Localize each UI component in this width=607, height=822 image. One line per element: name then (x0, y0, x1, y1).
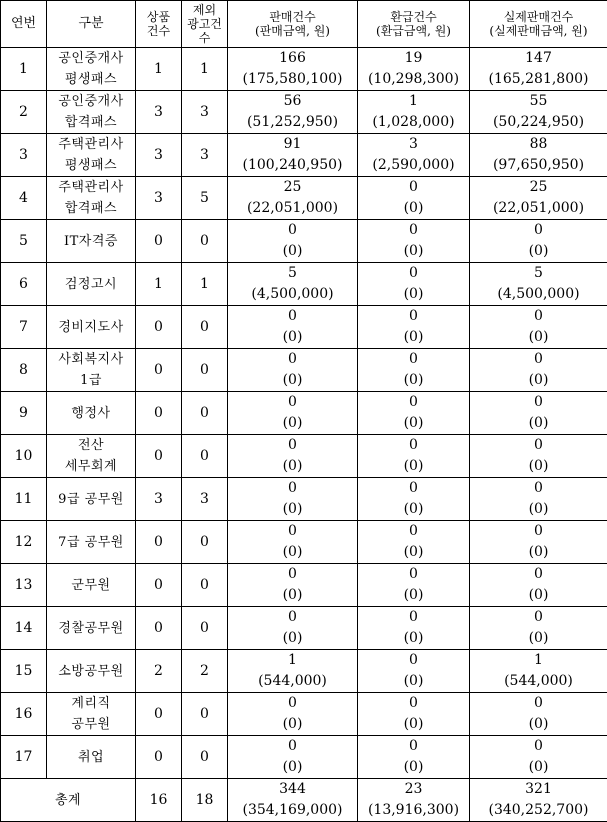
row-sales (228, 736, 358, 779)
sales-count: 0 (228, 521, 357, 542)
refund-amount: (0) (358, 585, 469, 606)
row-sales (228, 564, 358, 607)
row-product-count: 1 (136, 263, 182, 306)
header-category-line: 구분 (47, 17, 135, 31)
row-number: 8 (1, 349, 47, 392)
row-product-count: 3 (136, 478, 182, 521)
total-refund (358, 779, 470, 822)
category-line: 주택관리사 (47, 134, 135, 155)
row-net (470, 349, 607, 392)
category-line: 평생패스 (47, 69, 135, 90)
table-row (1, 220, 607, 263)
refund-amount: (0) (358, 714, 469, 735)
net-count: 5 (470, 263, 607, 284)
net-count: 1 (470, 650, 607, 671)
row-number: 17 (1, 736, 47, 779)
row-refund (358, 177, 470, 220)
row-excluded-count: 0 (182, 564, 228, 607)
row-net (470, 177, 607, 220)
total-excluded-count: 18 (182, 779, 228, 822)
table-row (1, 650, 607, 693)
row-refund (358, 693, 470, 736)
row-net (470, 478, 607, 521)
row-refund (358, 220, 470, 263)
header-category (47, 1, 136, 48)
row-refund (358, 306, 470, 349)
row-sales (228, 177, 358, 220)
row-category (47, 521, 136, 564)
row-net (470, 48, 607, 91)
row-refund (358, 607, 470, 650)
table-row (1, 177, 607, 220)
sales-count: 91 (228, 134, 357, 155)
row-refund (358, 349, 470, 392)
row-number: 2 (1, 91, 47, 134)
category-line: 공인중개사 (47, 48, 135, 69)
row-refund (358, 263, 470, 306)
refund-amount: (1,028,000) (358, 112, 469, 133)
sales-count: 5 (228, 263, 357, 284)
sales-count: 0 (228, 478, 357, 499)
row-product-count: 0 (136, 521, 182, 564)
row-refund (358, 650, 470, 693)
row-sales (228, 478, 358, 521)
row-number: 5 (1, 220, 47, 263)
total-net (470, 779, 607, 822)
row-excluded-count: 0 (182, 435, 228, 478)
category-line: 공무원 (47, 714, 135, 735)
refund-amount: (0) (358, 542, 469, 563)
net-count: 0 (470, 736, 607, 757)
row-sales (228, 693, 358, 736)
category-line: 취업 (47, 747, 135, 768)
net-amount: (0) (470, 456, 607, 477)
row-product-count: 3 (136, 91, 182, 134)
row-sales (228, 650, 358, 693)
header-sales-line: 판매건수 (228, 10, 357, 24)
refund-amount: (0) (358, 456, 469, 477)
row-product-count: 0 (136, 306, 182, 349)
row-category (47, 349, 136, 392)
sales-amount: (0) (228, 757, 357, 778)
net-count: 25 (470, 177, 607, 198)
table-row (1, 478, 607, 521)
refund-count: 19 (358, 48, 469, 69)
row-excluded-count: 0 (182, 220, 228, 263)
header-sales-line: (판매금액, 원) (228, 24, 357, 38)
sales-amount: (0) (228, 628, 357, 649)
row-net (470, 521, 607, 564)
row-excluded-count: 0 (182, 392, 228, 435)
row-category (47, 177, 136, 220)
net-count: 0 (470, 349, 607, 370)
net-count: 0 (470, 220, 607, 241)
row-sales (228, 220, 358, 263)
table-row (1, 349, 607, 392)
row-sales (228, 392, 358, 435)
refund-count: 0 (358, 521, 469, 542)
row-category (47, 435, 136, 478)
total-sales-count: 344 (228, 779, 357, 800)
table-row (1, 48, 607, 91)
category-line: 사회복지사 (47, 349, 135, 370)
refund-count: 0 (358, 607, 469, 628)
sales-amount: (0) (228, 241, 357, 262)
net-amount: (0) (470, 327, 607, 348)
category-line: 경찰공무원 (47, 618, 135, 639)
net-count: 88 (470, 134, 607, 155)
row-net (470, 220, 607, 263)
sales-count: 0 (228, 392, 357, 413)
refund-amount: (10,298,300) (358, 69, 469, 90)
row-product-count: 0 (136, 392, 182, 435)
row-category (47, 564, 136, 607)
row-sales (228, 263, 358, 306)
row-product-count: 3 (136, 177, 182, 220)
sales-amount: (0) (228, 542, 357, 563)
sales-amount: (544,000) (228, 671, 357, 692)
sales-amount: (100,240,950) (228, 155, 357, 176)
row-category (47, 91, 136, 134)
net-count: 0 (470, 564, 607, 585)
sales-count: 166 (228, 48, 357, 69)
refund-count: 0 (358, 349, 469, 370)
row-product-count: 0 (136, 220, 182, 263)
sales-count: 0 (228, 607, 357, 628)
row-excluded-count: 0 (182, 521, 228, 564)
header-excluded-ad-count-line: 제외 (182, 3, 227, 17)
row-excluded-count: 0 (182, 736, 228, 779)
row-product-count: 0 (136, 349, 182, 392)
total-refund-count: 23 (358, 779, 469, 800)
total-net-count: 321 (470, 779, 607, 800)
row-net (470, 650, 607, 693)
table-row (1, 134, 607, 177)
refund-amount: (0) (358, 284, 469, 305)
table-row (1, 564, 607, 607)
net-amount: (0) (470, 413, 607, 434)
row-net (470, 736, 607, 779)
sales-count: 0 (228, 349, 357, 370)
total-refund-amount: (13,916,300) (358, 800, 469, 821)
row-category (47, 693, 136, 736)
row-refund (358, 521, 470, 564)
category-line: 소방공무원 (47, 661, 135, 682)
net-amount: (0) (470, 585, 607, 606)
total-label: 총계 (1, 779, 136, 822)
sales-amount: (0) (228, 413, 357, 434)
row-excluded-count: 3 (182, 91, 228, 134)
net-count: 147 (470, 48, 607, 69)
refund-amount: (0) (358, 370, 469, 391)
header-net-sales (470, 1, 607, 48)
header-product-count-line: 건수 (136, 24, 181, 38)
row-net (470, 134, 607, 177)
row-number: 16 (1, 693, 47, 736)
sales-count: 0 (228, 736, 357, 757)
category-line: 7급 공무원 (47, 532, 135, 553)
row-refund (358, 134, 470, 177)
row-category (47, 650, 136, 693)
table-row (1, 736, 607, 779)
category-line: 합격패스 (47, 198, 135, 219)
category-line: 합격패스 (47, 112, 135, 133)
table-row (1, 521, 607, 564)
net-count: 0 (470, 392, 607, 413)
row-refund (358, 564, 470, 607)
row-number: 1 (1, 48, 47, 91)
header-refund (358, 1, 470, 48)
row-category (47, 48, 136, 91)
row-product-count: 1 (136, 48, 182, 91)
net-amount: (0) (470, 628, 607, 649)
header-excluded-ad-count-line: 광고건수 (182, 17, 227, 45)
sales-amount: (51,252,950) (228, 112, 357, 133)
category-line: 1급 (47, 370, 135, 391)
table-row (1, 91, 607, 134)
category-line: 세무회계 (47, 456, 135, 477)
category-line: 평생패스 (47, 155, 135, 176)
table-row (1, 392, 607, 435)
sales-count: 1 (228, 650, 357, 671)
category-line: 주택관리사 (47, 177, 135, 198)
row-net (470, 392, 607, 435)
row-category (47, 220, 136, 263)
row-number: 11 (1, 478, 47, 521)
refund-count: 0 (358, 693, 469, 714)
row-sales (228, 134, 358, 177)
sales-count: 56 (228, 91, 357, 112)
refund-count: 0 (358, 392, 469, 413)
row-refund (358, 736, 470, 779)
refund-count: 0 (358, 177, 469, 198)
net-amount: (0) (470, 542, 607, 563)
refund-count: 1 (358, 91, 469, 112)
category-line: 계리직 (47, 693, 135, 714)
row-number: 13 (1, 564, 47, 607)
refund-count: 3 (358, 134, 469, 155)
row-excluded-count: 3 (182, 134, 228, 177)
row-net (470, 693, 607, 736)
total-sales (228, 779, 358, 822)
header-product-count (136, 1, 182, 48)
refund-count: 0 (358, 220, 469, 241)
row-product-count: 0 (136, 564, 182, 607)
row-number: 6 (1, 263, 47, 306)
row-number: 3 (1, 134, 47, 177)
net-amount: (544,000) (470, 671, 607, 692)
row-excluded-count: 5 (182, 177, 228, 220)
row-number: 15 (1, 650, 47, 693)
net-count: 0 (470, 607, 607, 628)
refund-count: 0 (358, 306, 469, 327)
sales-amount: (0) (228, 456, 357, 477)
refund-amount: (0) (358, 628, 469, 649)
net-amount: (22,051,000) (470, 198, 607, 219)
row-category (47, 607, 136, 650)
refund-amount: (0) (358, 241, 469, 262)
row-product-count: 0 (136, 736, 182, 779)
sales-count: 0 (228, 693, 357, 714)
sales-count: 0 (228, 306, 357, 327)
table-row (1, 693, 607, 736)
net-count: 0 (470, 478, 607, 499)
net-count: 0 (470, 306, 607, 327)
row-net (470, 564, 607, 607)
category-line: IT자격증 (47, 231, 135, 252)
net-amount: (0) (470, 714, 607, 735)
row-number: 4 (1, 177, 47, 220)
row-net (470, 91, 607, 134)
category-line: 공인중개사 (47, 91, 135, 112)
net-count: 0 (470, 521, 607, 542)
header-no-line: 연번 (1, 17, 46, 31)
header-refund-line: (환급금액, 원) (358, 24, 469, 38)
net-amount: (4,500,000) (470, 284, 607, 305)
sales-count: 0 (228, 564, 357, 585)
row-product-count: 2 (136, 650, 182, 693)
net-amount: (97,650,950) (470, 155, 607, 176)
row-sales (228, 48, 358, 91)
category-line: 전산 (47, 435, 135, 456)
row-category (47, 736, 136, 779)
refund-count: 0 (358, 263, 469, 284)
row-excluded-count: 0 (182, 349, 228, 392)
refund-amount: (0) (358, 413, 469, 434)
row-product-count: 0 (136, 607, 182, 650)
refund-amount: (0) (358, 198, 469, 219)
header-sales (228, 1, 358, 48)
row-net (470, 263, 607, 306)
row-refund (358, 392, 470, 435)
refund-amount: (0) (358, 327, 469, 348)
net-amount: (0) (470, 370, 607, 391)
row-net (470, 435, 607, 478)
category-line: 행정사 (47, 403, 135, 424)
header-net-sales-line: (실제판매금액, 원) (470, 24, 607, 38)
table-row (1, 306, 607, 349)
sales-amount: (0) (228, 327, 357, 348)
row-sales (228, 91, 358, 134)
sales-amount: (4,500,000) (228, 284, 357, 305)
refund-amount: (0) (358, 499, 469, 520)
row-refund (358, 478, 470, 521)
sales-count: 25 (228, 177, 357, 198)
row-sales (228, 306, 358, 349)
sales-amount: (0) (228, 370, 357, 391)
row-excluded-count: 0 (182, 607, 228, 650)
category-line: 경비지도사 (47, 317, 135, 338)
header-no (1, 1, 47, 48)
table-row (1, 435, 607, 478)
refund-amount: (0) (358, 671, 469, 692)
row-excluded-count: 0 (182, 693, 228, 736)
net-count: 0 (470, 435, 607, 456)
row-sales (228, 349, 358, 392)
row-sales (228, 521, 358, 564)
net-count: 55 (470, 91, 607, 112)
table-row (1, 607, 607, 650)
sales-amount: (22,051,000) (228, 198, 357, 219)
row-excluded-count: 3 (182, 478, 228, 521)
sales-amount: (0) (228, 585, 357, 606)
sales-amount: (175,580,100) (228, 69, 357, 90)
total-product-count: 16 (136, 779, 182, 822)
table-row (1, 263, 607, 306)
net-amount: (0) (470, 499, 607, 520)
row-category (47, 392, 136, 435)
row-number: 12 (1, 521, 47, 564)
header-product-count-line: 상품 (136, 10, 181, 24)
row-number: 10 (1, 435, 47, 478)
header-net-sales-line: 실제판매건수 (470, 10, 607, 24)
net-amount: (0) (470, 241, 607, 262)
row-excluded-count: 1 (182, 263, 228, 306)
row-category (47, 306, 136, 349)
row-category (47, 478, 136, 521)
row-category (47, 263, 136, 306)
refund-count: 0 (358, 736, 469, 757)
row-net (470, 607, 607, 650)
header-excluded-ad-count (182, 1, 228, 48)
row-excluded-count: 2 (182, 650, 228, 693)
category-line: 군무원 (47, 575, 135, 596)
row-net (470, 306, 607, 349)
row-product-count: 0 (136, 693, 182, 736)
net-amount: (0) (470, 757, 607, 778)
header-refund-line: 환급건수 (358, 10, 469, 24)
refund-count: 0 (358, 435, 469, 456)
refund-amount: (0) (358, 757, 469, 778)
row-product-count: 3 (136, 134, 182, 177)
sales-count: 0 (228, 220, 357, 241)
total-sales-amount: (354,169,000) (228, 800, 357, 821)
net-count: 0 (470, 693, 607, 714)
total-row (1, 779, 607, 822)
row-product-count: 0 (136, 435, 182, 478)
row-excluded-count: 1 (182, 48, 228, 91)
row-number: 7 (1, 306, 47, 349)
sales-amount: (0) (228, 499, 357, 520)
table-body (1, 48, 607, 822)
row-refund (358, 435, 470, 478)
net-amount: (165,281,800) (470, 69, 607, 90)
refund-count: 0 (358, 478, 469, 499)
row-refund (358, 48, 470, 91)
refund-amount: (2,590,000) (358, 155, 469, 176)
sales-amount: (0) (228, 714, 357, 735)
row-excluded-count: 0 (182, 306, 228, 349)
row-category (47, 134, 136, 177)
category-line: 9급 공무원 (47, 489, 135, 510)
row-number: 14 (1, 607, 47, 650)
row-sales (228, 607, 358, 650)
total-net-amount: (340,252,700) (470, 800, 607, 821)
row-number: 9 (1, 392, 47, 435)
refund-count: 0 (358, 564, 469, 585)
table-header-row (1, 1, 607, 48)
sales-count: 0 (228, 435, 357, 456)
net-amount: (50,224,950) (470, 112, 607, 133)
category-line: 검정고시 (47, 274, 135, 295)
row-sales (228, 435, 358, 478)
row-refund (358, 91, 470, 134)
refund-count: 0 (358, 650, 469, 671)
